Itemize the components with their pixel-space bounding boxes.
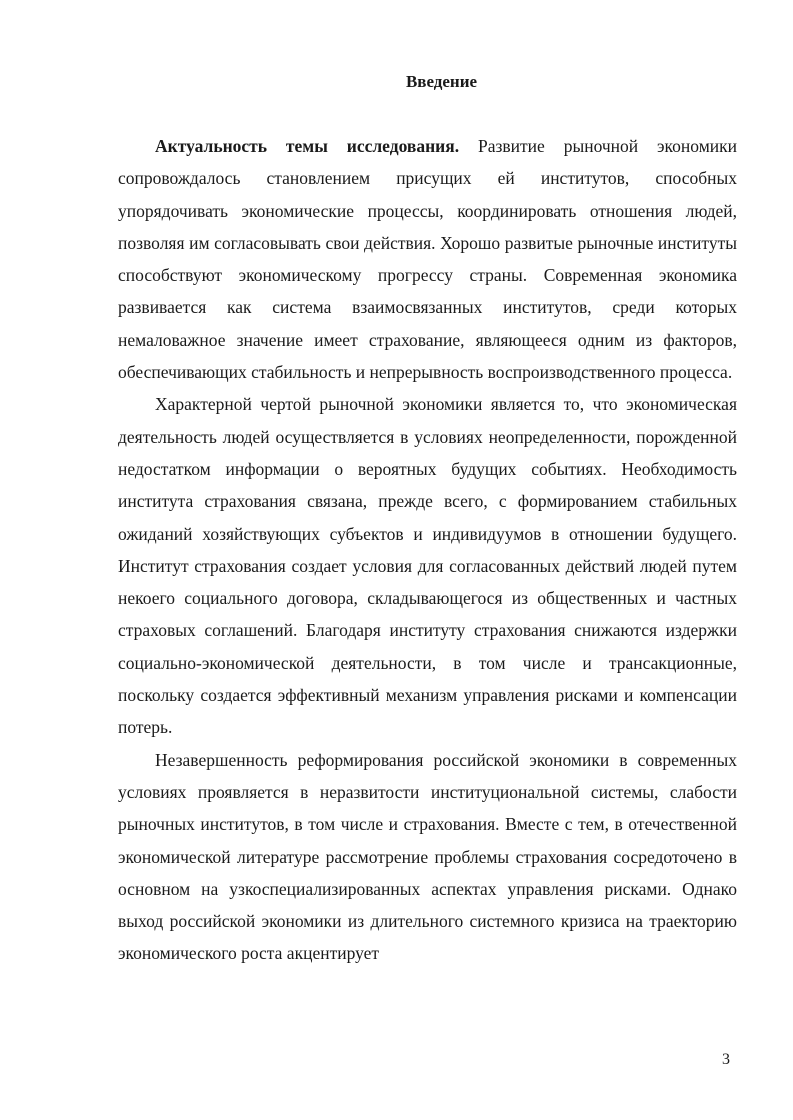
paragraph-lead: Актуальность темы исследования.: [155, 136, 460, 156]
body-text: [118, 130, 737, 970]
page-title: Введение: [405, 72, 478, 91]
page-number: 3: [722, 1051, 730, 1068]
paragraph-text: Развитие рыночной экономики сопровождалось становлением присущих ей институтов, способных упорядочивать экономические процессы, координировать отношения людей, позволяя им согласовывать свои действия. Хорошо развитые рыночные институты способствуют экономическому прогрессу страны. Современная экономика развивается как система взаимосвязанных институтов, среди которых немаловажное значение имеет страхование, являющееся одним из факторов, обеспечивающих стабильность и непрерывность воспроизводственного процесса.: [118, 136, 737, 383]
paragraph-text: Характерной чертой рыночной экономики является то, что экономическая деятельность людей осуществляется в условиях неопределенности, порожденной недостатком информации о вероятных будущих событиях. Необходимость института страхования связана, прежде всего, с формированием стабильных ожиданий хозяйствующих субъектов и индивидуумов в отношении будущего. Институт страхования создает условия для согласованных действий людей путем некоего социального договора, складывающегося из общественных и частных страховых соглашений. Благодаря институту страхования снижаются издержки социально-экономической деятельности, в том числе и трансакционные, поскольку создается эффективный механизм управления рисками и компенсации потерь.: [118, 394, 737, 738]
paragraph-relevance: [118, 130, 737, 388]
paragraph-market-feature: [118, 388, 737, 743]
paragraph-text: Незавершенность реформирования российской экономики в современных условиях проявляется в неразвитости институциональной системы, слабости рыночных институтов, в том числе и страхования. Вместе с тем, в отечественной экономической литературе рассмотрение проблемы страхования сосредоточено в основном на узкоспециализированных аспектах управления рисками. Однако выход российской экономики из длительного системного кризиса на траекторию экономического роста акцентирует: [118, 749, 737, 964]
paragraph-reform: [118, 744, 737, 970]
